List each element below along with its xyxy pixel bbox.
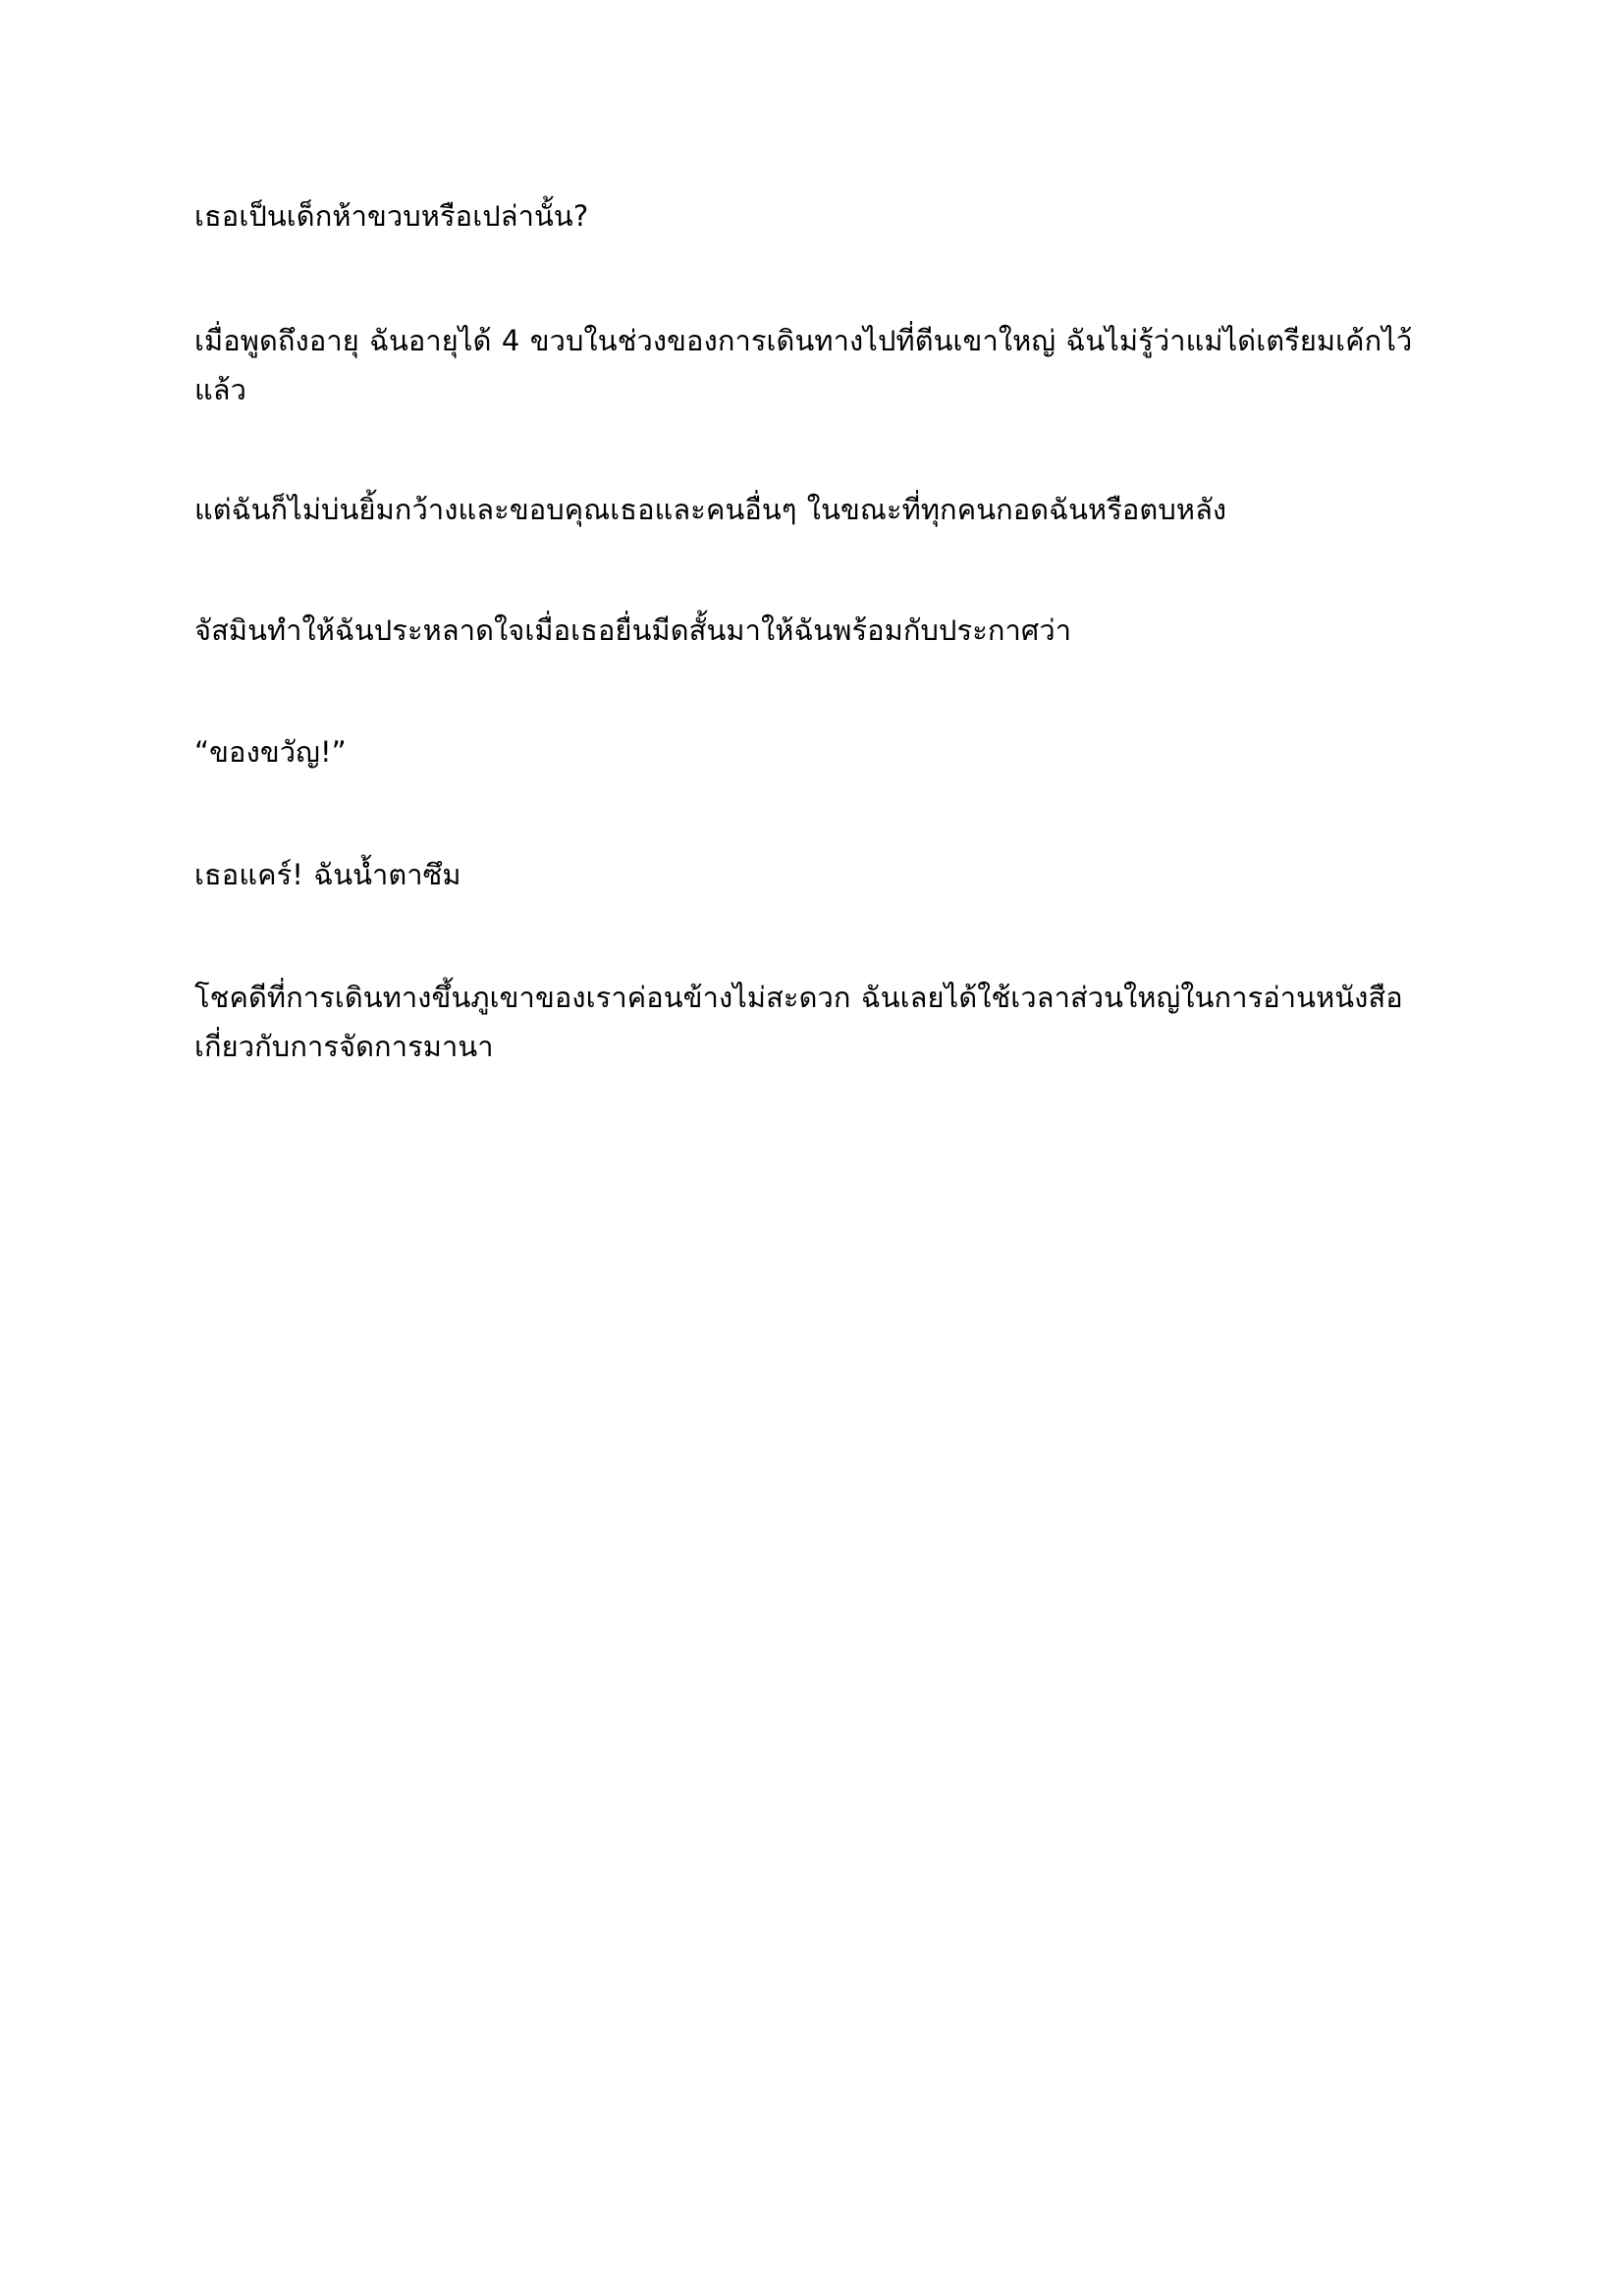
paragraph: เธอแคร์! ฉันน้ำตาซึม [194,858,461,892]
paragraph: “ของขวัญ!” [194,735,347,770]
paragraph: จัสมินทำให้ฉันประหลาดใจเมื่อเธอยื่นมีดสั้นมาให้ฉันพร้อมกับประกาศว่า [194,613,1072,647]
paragraph: แต่ฉันก็ไม่บ่นยิ้มกว้างและขอบคุณเธอและคนอื่นๆ ในขณะที่ทุกคนกอดฉันหรือตบหลัง [194,492,1227,526]
paragraph: เธอเป็นเด็กห้าขวบหรือเปล่านั้น? [194,199,589,233]
paragraph: โชคดีที่การเดินทางขึ้นภูเขาของเราค่อนข้างไม่สะดวก ฉันเลยได้ใช้เวลาส่วนใหญ่ในการอ่านหนังสือเกี่ยวกับการจัดการมานา [194,981,1403,1063]
paragraph: เมื่อพูดถึงอายุ ฉันอายุได้ 4 ขวบในช่วงของการเดินทางไปที่ตีนเขาใหญ่ ฉันไม่รู้ว่าแม่ได่เตรียมเค้กไว้แล้ว [194,323,1413,406]
document-body [194,192,1434,1072]
